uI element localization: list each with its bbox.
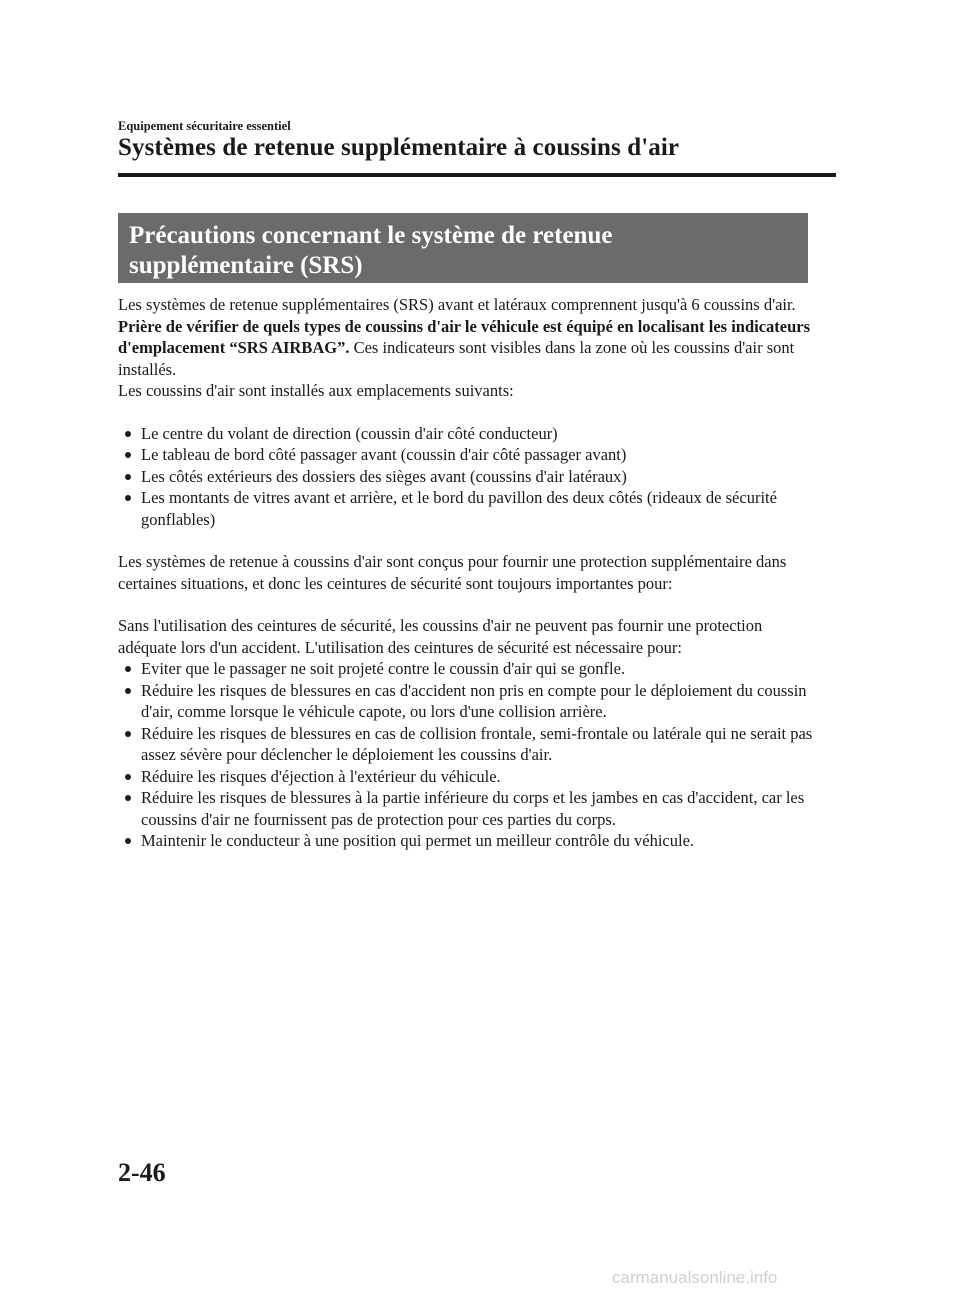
bullet-icon [125, 474, 131, 480]
title-rule [118, 173, 836, 177]
intro-lead: Les systèmes de retenue supplémentaires (SRS) avant et latéraux comprennent jusqu'à 6 coussins d'air. [118, 295, 796, 314]
list-item: Le centre du volant de direction (coussin d'air côté conducteur) [118, 423, 818, 445]
bullet-icon [125, 431, 131, 437]
reasons-list [118, 658, 818, 852]
banner-line-2: supplémentaire (SRS) [129, 252, 363, 279]
bullet-icon [125, 666, 131, 672]
bullet-icon [125, 795, 131, 801]
intro-bold: Prière de vérifier de quels types de coussins d'air le véhicule est équipé en localisant les indicateurs d'emplacement “SRS AIRBAG”. [118, 316, 811, 357]
list-item: Eviter que le passager ne soit projeté contre le coussin d'air qui se gonfle. [118, 658, 818, 680]
watermark: carmanualsonline.info [612, 1268, 778, 1287]
locations-list [118, 423, 818, 531]
list-item: Réduire les risques d'éjection à l'extérieur du véhicule. [118, 766, 818, 788]
topic-banner [118, 213, 808, 283]
list-item: Réduire les risques de blessures à la partie inférieure du corps et les jambes en cas d'accident, car les coussins d'air ne fournissent pas de protection pour ces parties du corps. [118, 787, 818, 830]
locations-intro: Les coussins d'air sont installés aux emplacements suivants: [118, 381, 514, 400]
section-title: Systèmes de retenue supplémentaire à coussins d'air [118, 134, 680, 161]
intro-tail: Ces indicateurs sont visibles dans la zone où les coussins d'air sont installés. [118, 338, 795, 379]
paragraph-2: Les systèmes de retenue à coussins d'air sont conçus pour fournir une protection supplémentaire dans certaines situations, et donc les ceintures de sécurité sont toujours importantes pour: [118, 552, 787, 593]
list-item: Réduire les risques de blessures en cas d'accident non pris en compte pour le déploiement du coussin d'air, comme lorsque le véhicule capote, ou lors d'une collision arrière. [118, 680, 818, 723]
list-item: Maintenir le conducteur à une position qui permet un meilleur contrôle du véhicule. [118, 830, 818, 852]
page-number: 2-46 [118, 1158, 166, 1187]
list-item: Le tableau de bord côté passager avant (coussin d'air côté passager avant) [118, 444, 818, 466]
intro-paragraph [118, 294, 818, 380]
list-item: Les montants de vitres avant et arrière, et le bord du pavillon des deux côtés (rideaux de sécurité gonflables) [118, 487, 818, 530]
list-item: Réduire les risques de blessures en cas de collision frontale, semi-frontale ou latérale qui ne serait pas assez sévère pour déclencher le déploiement les coussins d'air. [118, 723, 818, 766]
banner-line-1: Précautions concernant le système de retenue [129, 222, 613, 249]
bullet-icon [125, 774, 131, 780]
bullet-icon [125, 731, 131, 737]
body-text [118, 294, 818, 852]
bullet-icon [125, 495, 131, 501]
bullet-icon [125, 452, 131, 458]
list-item: Les côtés extérieurs des dossiers des sièges avant (coussins d'air latéraux) [118, 466, 818, 488]
section-label: Equipement sécuritaire essentiel [118, 119, 291, 133]
paragraph-3: Sans l'utilisation des ceintures de sécurité, les coussins d'air ne peuvent pas fournir une protection adéquate lors d'un accident. L'utilisation des ceintures de sécurité est nécessaire pour: [118, 616, 763, 657]
bullet-icon [125, 688, 131, 694]
bullet-icon [125, 838, 131, 844]
